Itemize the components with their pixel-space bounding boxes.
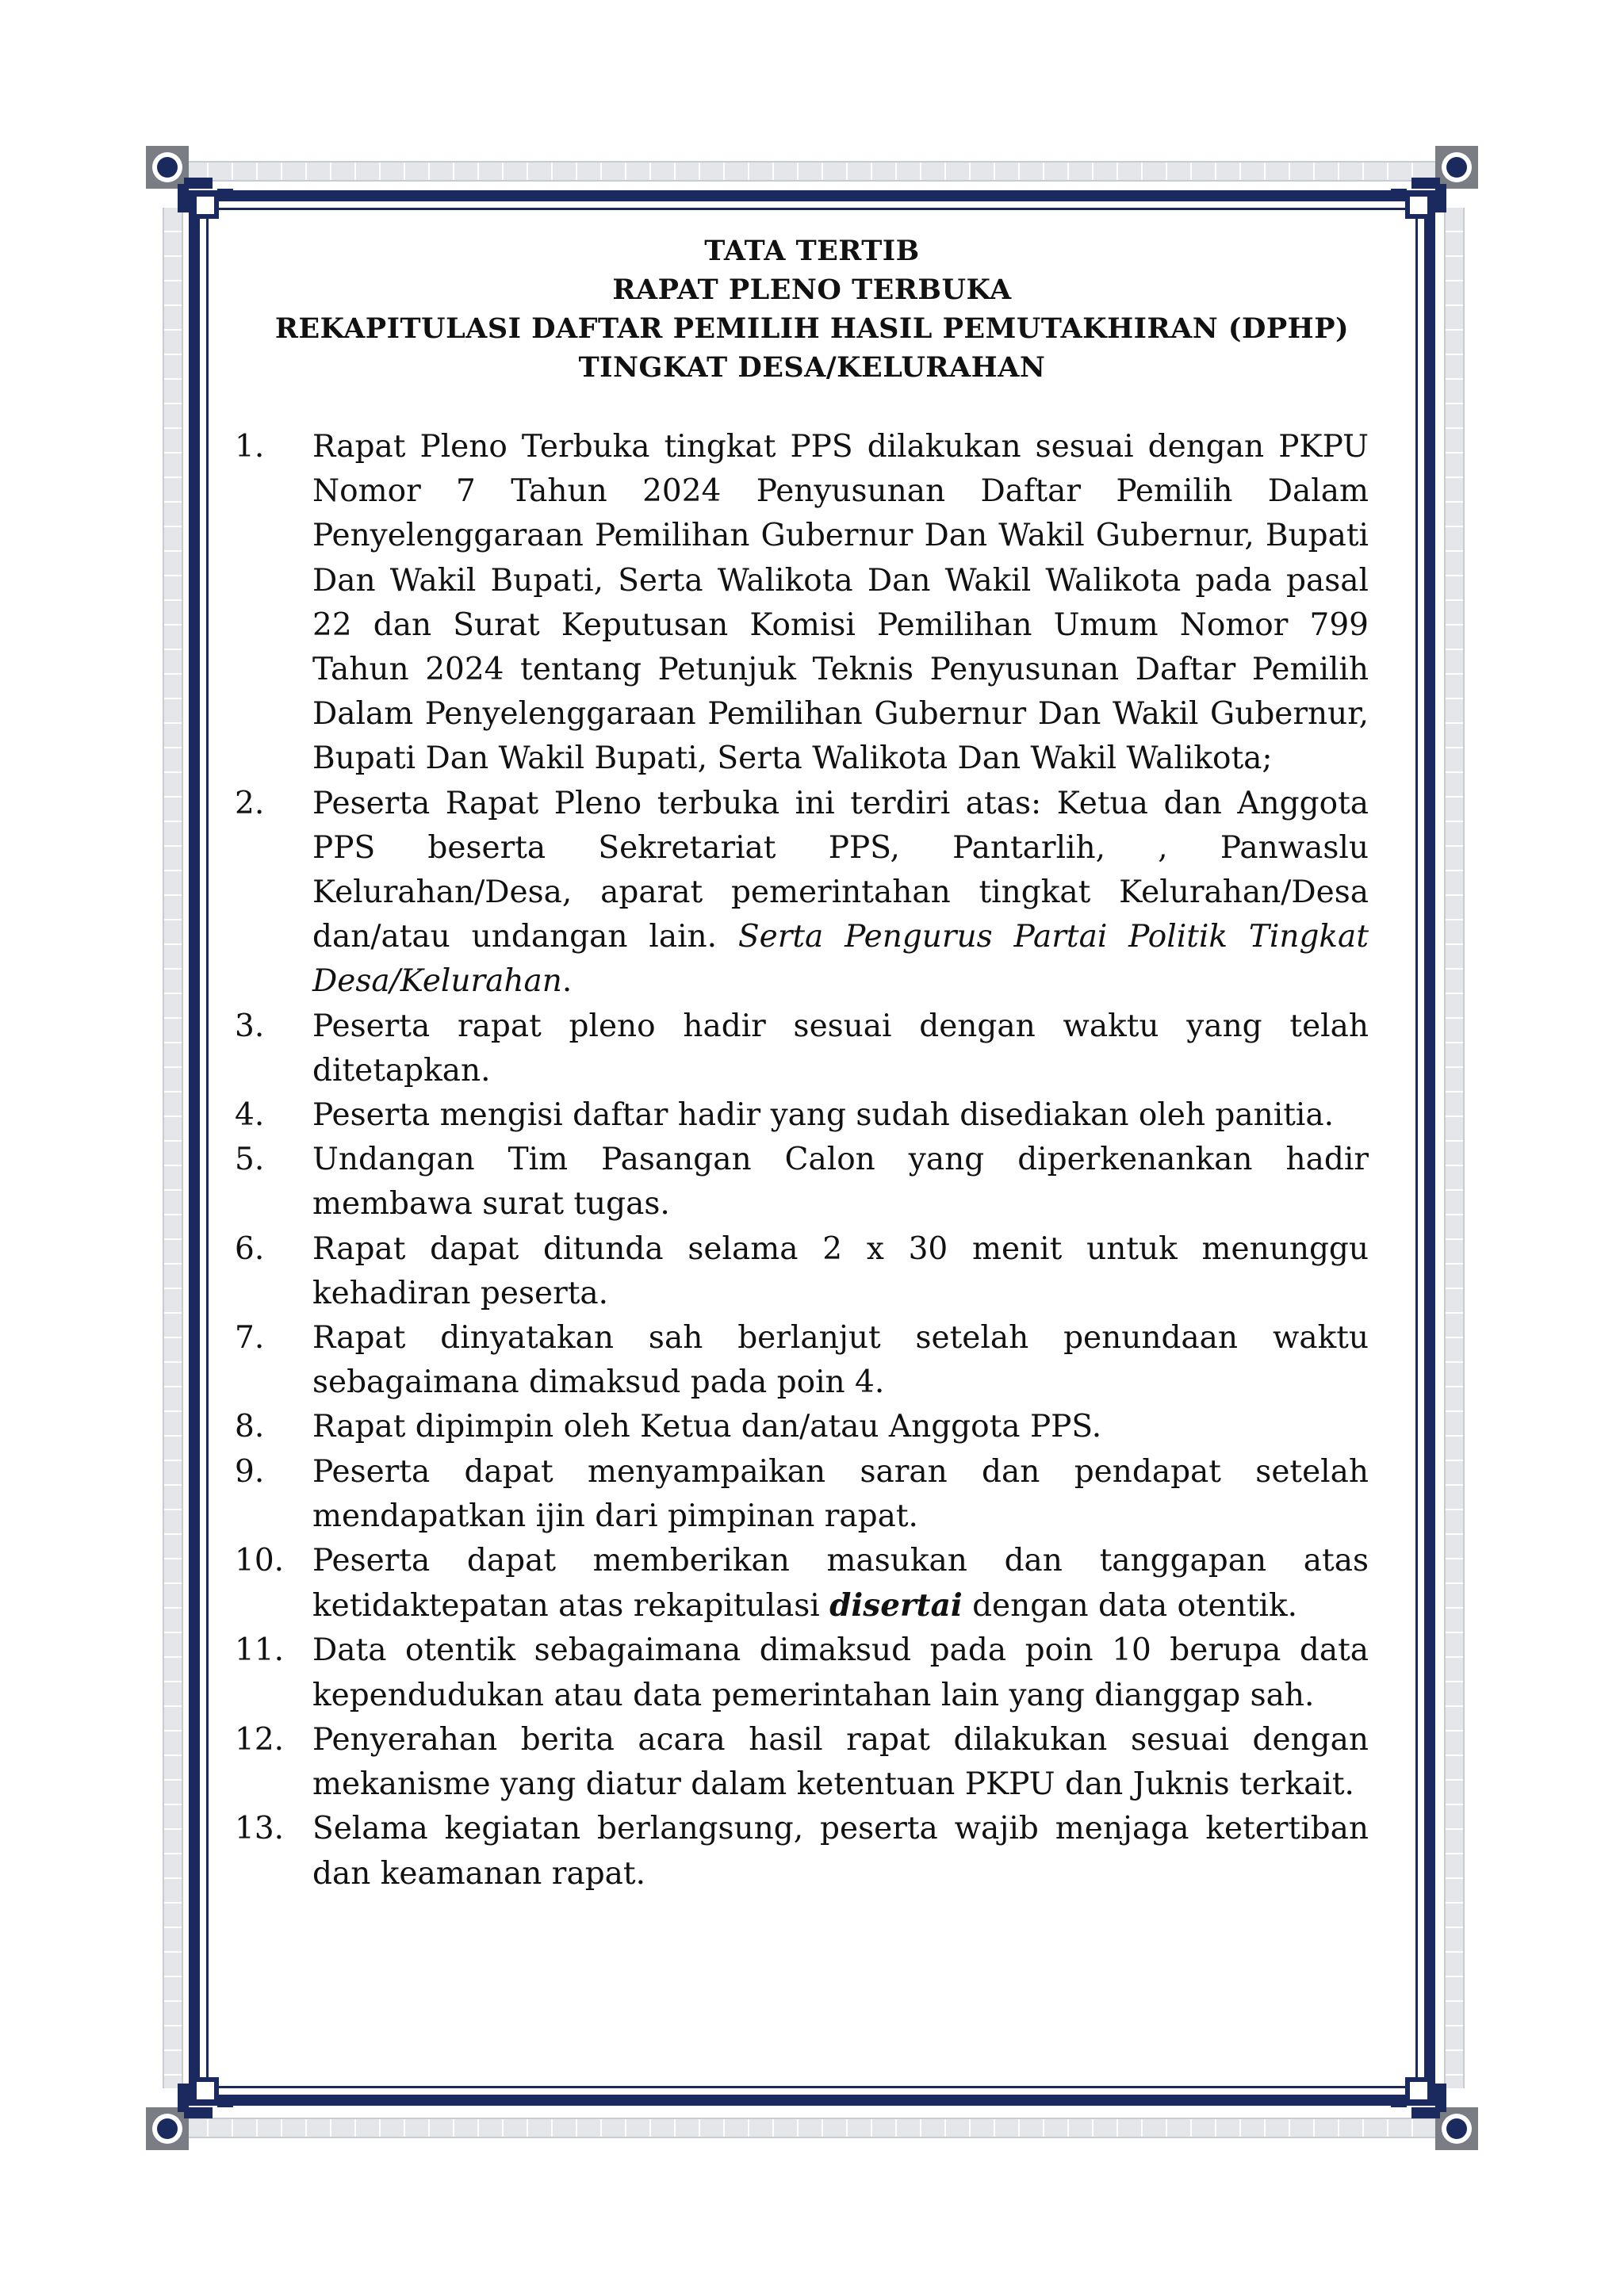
frame-tile-band-top: [184, 161, 1440, 182]
rule-text: Peserta dapat memberikan masukan dan tanggapan atas ketidaktepatan atas rekapitulasi: [312, 1543, 1369, 1624]
rule-number: 8.: [235, 1409, 265, 1445]
rule-subtext-end: .: [561, 963, 573, 1000]
rule-number: 3.: [235, 1008, 265, 1044]
frame-corner-ornament-icon: [146, 146, 233, 233]
rule-number: 7.: [235, 1320, 265, 1357]
rule-text: Rapat dinyatakan sah berlanjut setelah penundaan waktu sebagaimana dimaksud pada poin 4.: [312, 1320, 1369, 1401]
title-line-2: RAPAT PLENO TERBUKA: [612, 274, 1012, 306]
rule-text: Data otentik sebagaimana dimaksud pada poin 10 berupa data kependudukan atau data pemerintahan lain yang dianggap sah.: [312, 1632, 1369, 1713]
rule-number: 4.: [235, 1097, 265, 1134]
rule-text: Undangan Tim Pasangan Calon yang diperkenankan hadir membawa surat tugas.: [312, 1142, 1369, 1223]
rule-item-10: [235, 1539, 1369, 1628]
rule-item-12: [235, 1718, 1369, 1807]
rule-text: Rapat dapat ditunda selama 2 x 30 menit untuk menunggu kehadiran peserta.: [312, 1230, 1369, 1311]
title-line-3: REKAPITULASI DAFTAR PEMILIH HASIL PEMUTAKHIRAN (DPHP): [274, 312, 1350, 345]
frame-tile-band-bottom: [184, 2118, 1440, 2138]
rule-item-1: [235, 425, 1369, 782]
rule-number: 13.: [235, 1811, 285, 1847]
rule-text: Peserta dapat menyampaikan saran dan pendapat setelah mendapatkan ijin dari pimpinan rapat.: [312, 1453, 1369, 1534]
rule-number: 11.: [235, 1632, 285, 1669]
frame-corner-ornament-icon: [1391, 146, 1478, 233]
rule-item-2: [235, 782, 1369, 1004]
rule-number: 12.: [235, 1721, 285, 1758]
rule-item-13: [235, 1807, 1369, 1896]
rule-text-end: dengan data otentik.: [962, 1588, 1298, 1624]
rule-subtext-italic: Serta Pengurus Partai Politik Tingkat Desa/Kelurahan: [312, 919, 1369, 1000]
rule-item-7: [235, 1316, 1369, 1405]
rule-text: Peserta mengisi daftar hadir yang sudah disediakan oleh panitia.: [312, 1097, 1334, 1134]
rule-text: Rapat dipimpin oleh Ketua dan/atau Anggota PPS.: [312, 1409, 1102, 1445]
rule-item-5: [235, 1138, 1369, 1226]
frame-tile-band-left: [163, 208, 183, 2088]
rule-number: 2.: [235, 785, 265, 821]
rule-item-11: [235, 1628, 1369, 1717]
frame-corner-ornament-icon: [1391, 2063, 1478, 2150]
rule-number: 5.: [235, 1142, 265, 1178]
title-line-1: TATA TERTIB: [704, 235, 920, 267]
rule-text: Rapat Pleno Terbuka tingkat PPS dilakukan sesuai dengan PKPU Nomor 7 Tahun 2024 Penyusunan Daftar Pemilih Dalam Penyelenggaraan Pemilihan Gubernur Dan Wakil Gubernur, Bupati Dan Wakil Bupati, Serta Walikota Dan Wakil Walikota pada pasal 22 dan Surat Keputusan Komisi Pemilihan Umum Nomor 799 Tahun 2024 tentang Petunjuk Teknis Penyusunan Daftar Pemilih Dalam Penyelenggaraan Pemilihan Gubernur Dan Wakil Gubernur, Bupati Dan Wakil Bupati, Serta Walikota Dan Wakil Walikota;: [312, 429, 1369, 777]
rule-text: Peserta rapat pleno hadir sesuai dengan waktu yang telah ditetapkan.: [312, 1008, 1369, 1089]
document-title: [238, 232, 1386, 387]
rule-text: Peserta Rapat Pleno terbuka ini terdiri atas:: [312, 785, 1042, 821]
rule-number: 9.: [235, 1453, 265, 1490]
frame-tile-band-right: [1444, 208, 1465, 2088]
frame-corner-ornament-icon: [146, 2063, 233, 2150]
rule-emphasis: disertai: [829, 1587, 963, 1624]
rule-number: 1.: [235, 429, 265, 465]
rule-number: 10.: [235, 1543, 285, 1579]
rule-item-6: [235, 1227, 1369, 1316]
rule-item-3: [235, 1004, 1369, 1093]
rule-item-8: [235, 1405, 1369, 1449]
rule-subtext-regular: Ketua dan Anggota PPS beserta Sekretariat PPS, Pantarlih, , Panwaslu Kelurahan/Desa, aparat pemerintahan tingkat Kelurahan/Desa dan/atau undangan lain.: [312, 785, 1369, 955]
rule-text: Penyerahan berita acara hasil rapat dilakukan sesuai dengan mekanisme yang diatur dalam ketentuan PKPU dan Juknis terkait.: [312, 1721, 1369, 1803]
rules-list: [235, 425, 1369, 1896]
rule-item-9: [235, 1450, 1369, 1539]
rule-item-4: [235, 1093, 1369, 1138]
rule-text: Selama kegiatan berlangsung, peserta wajib menjaga ketertiban dan keamanan rapat.: [312, 1811, 1369, 1892]
rule-number: 6.: [235, 1230, 265, 1267]
title-line-4: TINGKAT DESA/KELURAHAN: [578, 351, 1046, 384]
